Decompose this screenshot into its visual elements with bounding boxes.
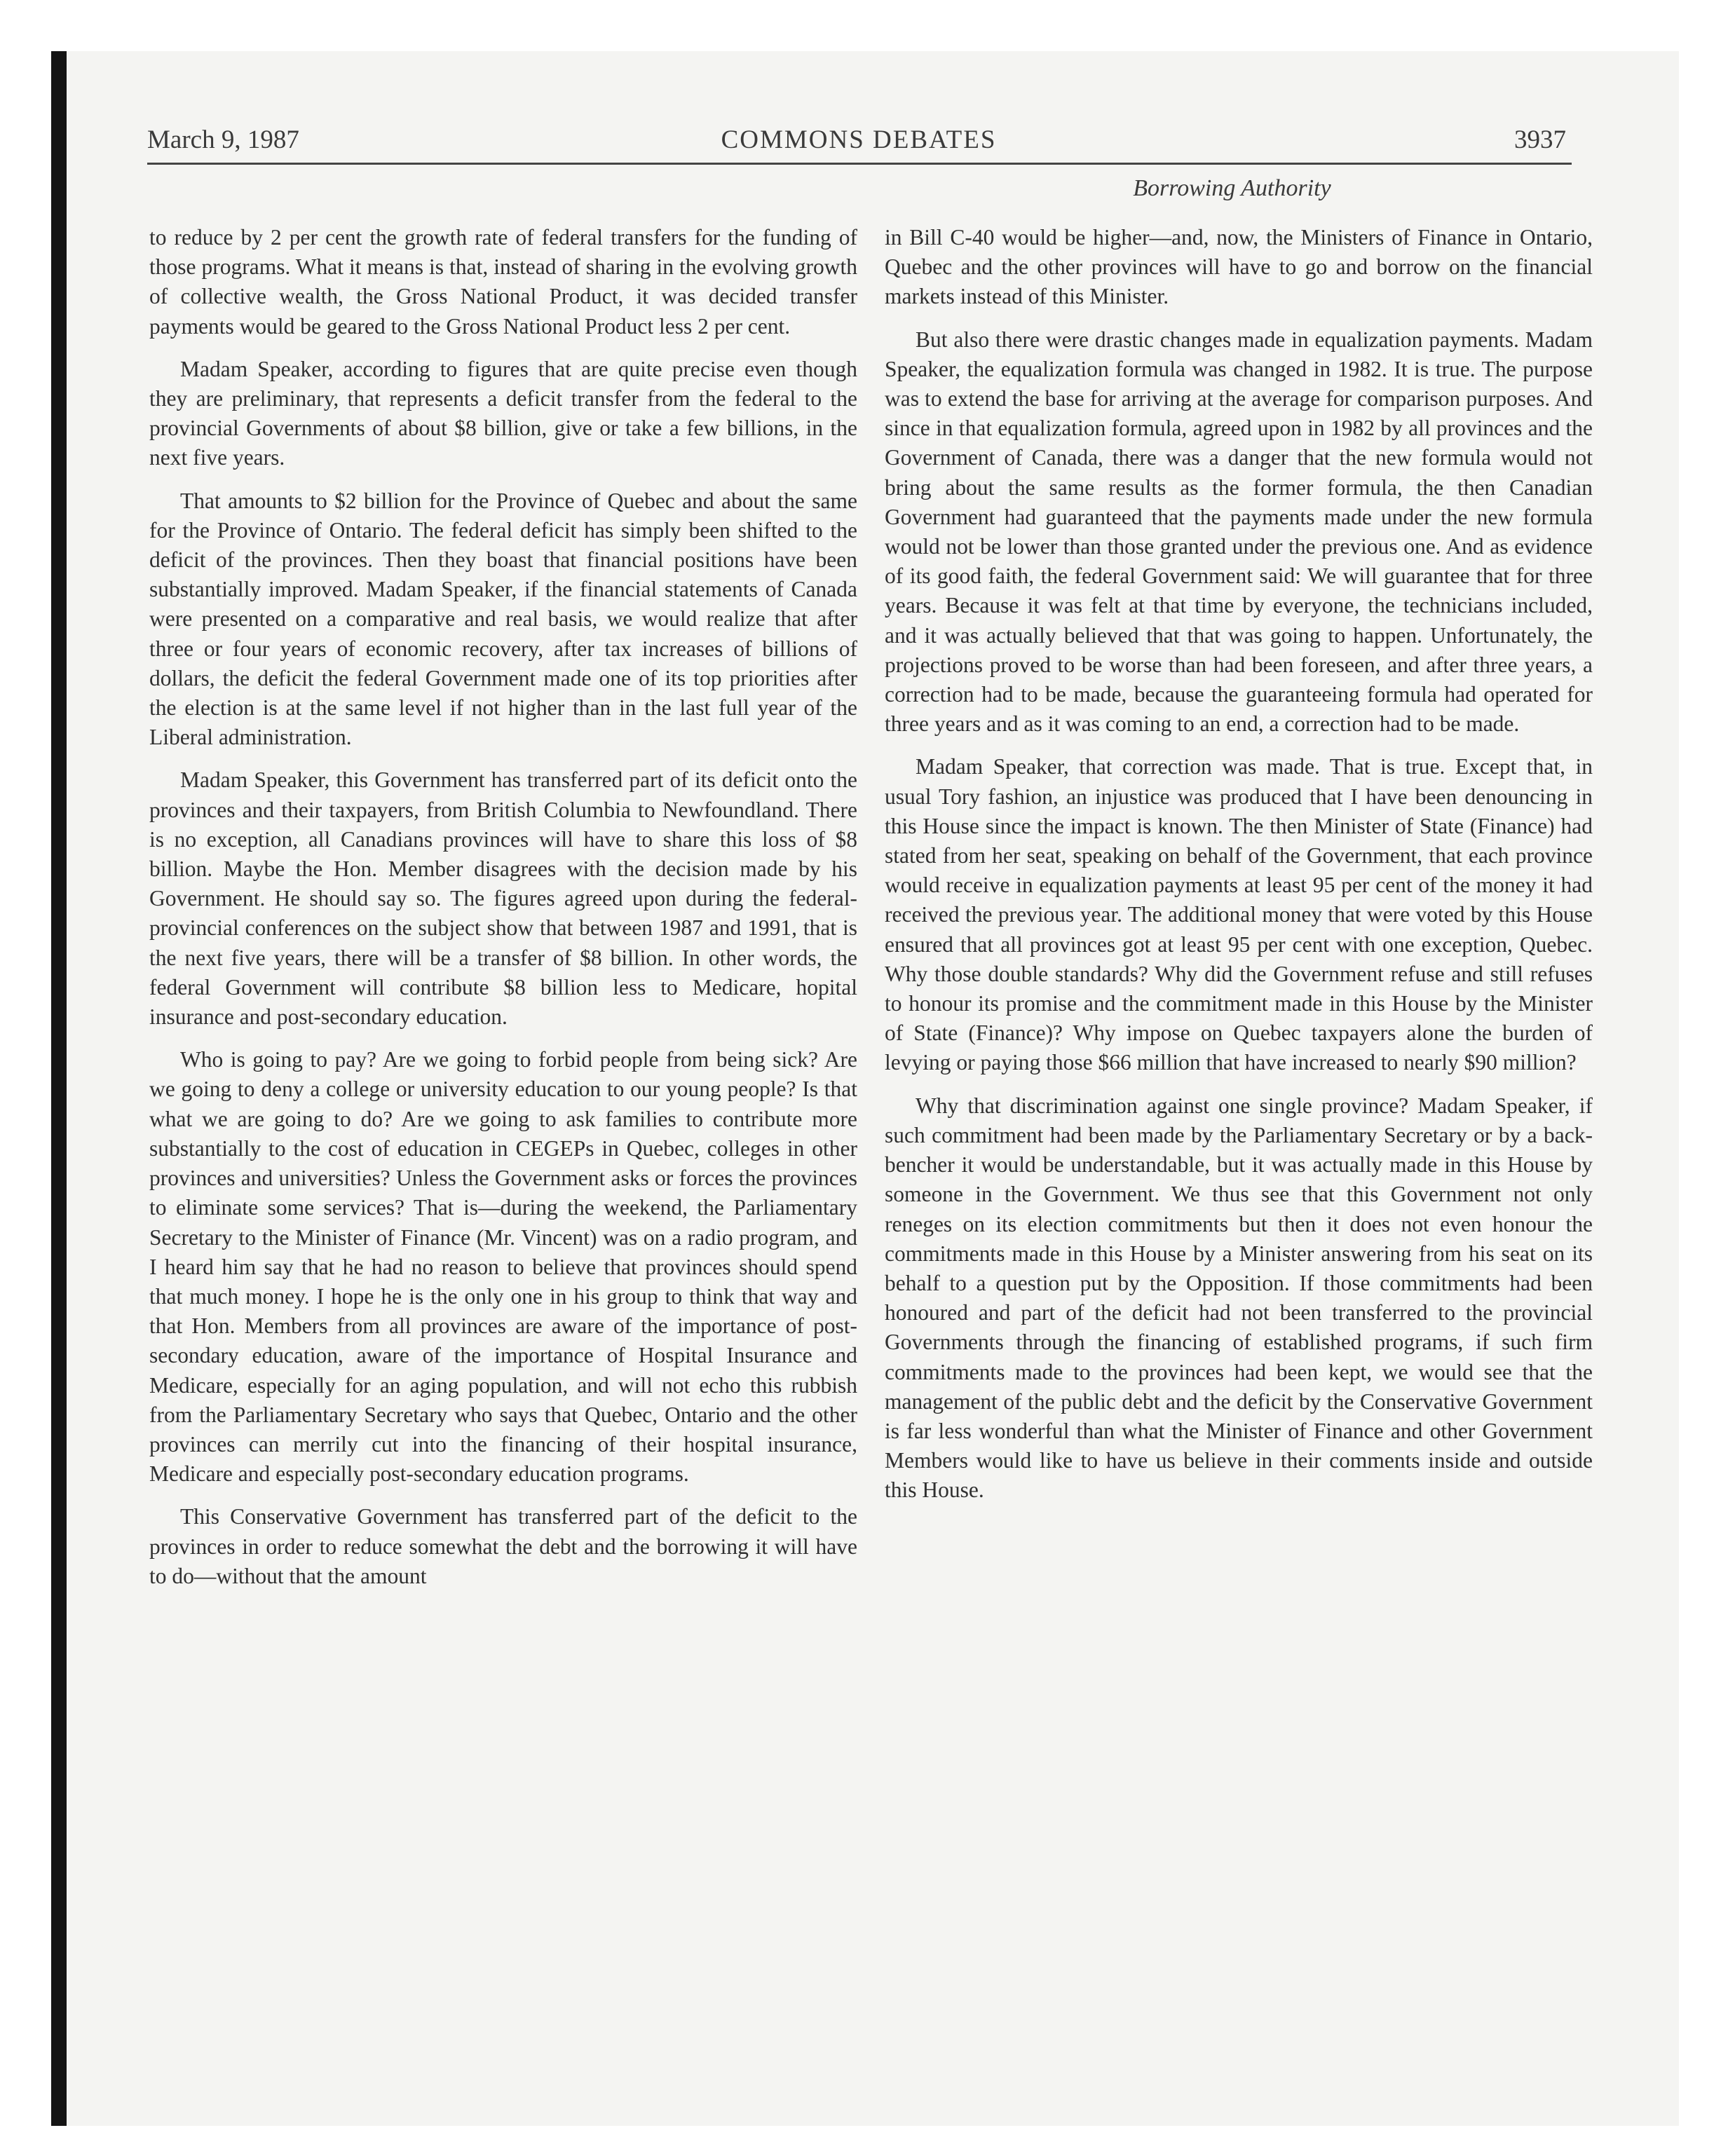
paragraph: But also there were drastic changes made in equalization payments. Madam Speaker, the equalization formula was changed in 1982. It is true. The purpose was to extend the base for arriving at the average for comparison purposes. And since in that equalization formula, agreed upon in 1982 by all provinces and the Government of Canada, there was a danger that the new formula would not bring about the same results as the former formula, the then Canadian Government had guaranteed that the payments made under the new formula would not be lower than those granted under the previous one. And as evidence of its good faith, the federal Government said: We will guarantee that for three years. Because it was felt at that time by everyone, the technicians included, and it was actually believed that that was going to happen. Unfortunately, the projections proved to be worse than had been foreseen, and after three years, a correction had to be made, because the guaranteeing formula had operated for three years and as it was coming to an end, a correction had to be made. bbox=[885, 327, 1593, 737]
paragraph: That amounts to $2 billion for the Province of Quebec and about the same for the Province of Ontario. The federal deficit has simply been shifted to the deficit of the provinces. Then they boast that financial positions have been substantially improved. Madam Speaker, if the financial statements of Canada were presented on a comparative and real basis, we would realize that after three or four years of economic recovery, after tax increases of billions of dollars, the deficit the federal Government made one of its top priorities after the election is at the same level if not higher than in the last full year of the Liberal administration. bbox=[149, 488, 857, 750]
page-header bbox=[147, 125, 1570, 167]
scan-edge-bar bbox=[51, 51, 67, 2126]
right-column bbox=[885, 223, 1593, 1519]
paragraph: in Bill C-40 would be higher—and, now, the Ministers of Finance in Ontario, Quebec and the other provinces will have to go and borrow on the financial markets instead of this Minister. bbox=[885, 225, 1593, 309]
paragraph: to reduce by 2 per cent the growth rate of federal transfers for the funding of those programs. What it means is that, instead of sharing in the evolving growth of collective wealth, the Gross National Product, it was decided transfer payments would be geared to the Gross National Product less 2 per cent. bbox=[149, 225, 857, 339]
header-date: March 9, 1987 bbox=[147, 125, 299, 154]
header-title: COMMONS DEBATES bbox=[721, 125, 997, 154]
paragraph: Madam Speaker, according to figures that are quite precise even though they are preliminary, that represents a deficit transfer from the federal to the provincial Governments of about $8 billion, give or take a few billions, in the next five years. bbox=[149, 356, 857, 470]
header-rule bbox=[147, 163, 1572, 165]
header-page-number: 3937 bbox=[1514, 125, 1566, 154]
paragraph: Who is going to pay? Are we going to forbid people from being sick? Are we going to deny a college or university education to our young people? Is that what we are going to do? Are we going to ask families to contribute more substantially to the cost of education in CEGEPs in Quebec, colleges in other provinces and universities? Unless the Government asks or forces the provinces to eliminate some services? That is—during the weekend, the Parliamentary Secretary to the Minister of Finance (Mr. Vincent) was on a radio program, and I heard him say that he had no reason to believe that provinces should spend that much money. I hope he is the only one in his group to think that way and that Hon. Members from all provinces are aware of the importance of post-secondary education, aware of the importance of Hospital Insurance and Medicare, especially for an aging population, and will not echo this rubbish from the Parliamentary Secretary who says that Quebec, Ontario and the other provinces can merrily cut into the financing of their hospital insurance, Medicare and especially post-secondary education programs. bbox=[149, 1047, 857, 1487]
paragraph: This Conservative Government has transferred part of the deficit to the provinces in order to reduce somewhat the debt and the borrowing it will have to do—without that the amount bbox=[149, 1504, 857, 1588]
paragraph: Why that discrimination against one single province? Madam Speaker, if such commitment had been made by the Parliamentary Secretary or by a back-bencher it would be understandable, but it was actually made in this House by someone in the Government. We thus see that this Government not only reneges on its election commitments but then it does not even honour the commitments made in this House by a Minister answering from his seat on its behalf to a question put by the Opposition. If those commitments had been honoured and part of the deficit had not been transferred to the provincial Governments through the financing of established programs, if such firm commitments made to the provinces had been kept, we would see that the management of the public debt and the deficit by the Conservative Government is far less wonderful than what the Minister of Finance and other Government Members would like to have us believe in their comments inside and outside this House. bbox=[885, 1093, 1593, 1503]
section-title: Borrowing Authority bbox=[1133, 175, 1331, 201]
left-column bbox=[149, 223, 857, 1604]
paragraph: Madam Speaker, that correction was made. That is true. Except that, in usual Tory fashion, an injustice was produced that I have been denouncing in this House since the impact is known. The then Minister of State (Finance) had stated from her seat, speaking on behalf of the Government, that each province would receive in equalization payments at least 95 per cent of the money it had received the previous year. The additional money that were voted by this House ensured that all provinces got at least 95 per cent with one exception, Quebec. Why those double standards? Why did the Government refuse and still refuses to honour its promise and the commitment made in this House by the Minister of State (Finance)? Why impose on Quebec taxpayers alone the burden of levying or paying those $66 million that have increased to nearly $90 million? bbox=[885, 754, 1593, 1075]
paragraph: Madam Speaker, this Government has transferred part of its deficit onto the provinces and their taxpayers, from British Columbia to Newfoundland. There is no exception, all Canadians provinces will have to share this loss of $8 billion. Maybe the Hon. Member disagrees with the decision made by his Government. He should say so. The figures agreed upon during the federal-provincial conferences on the subject show that between 1987 and 1991, that is the next five years, there will be a transfer of $8 billion. In other words, the federal Government will contribute $8 billion less to Medicare, hopital insurance and post-secondary education. bbox=[149, 767, 857, 1030]
